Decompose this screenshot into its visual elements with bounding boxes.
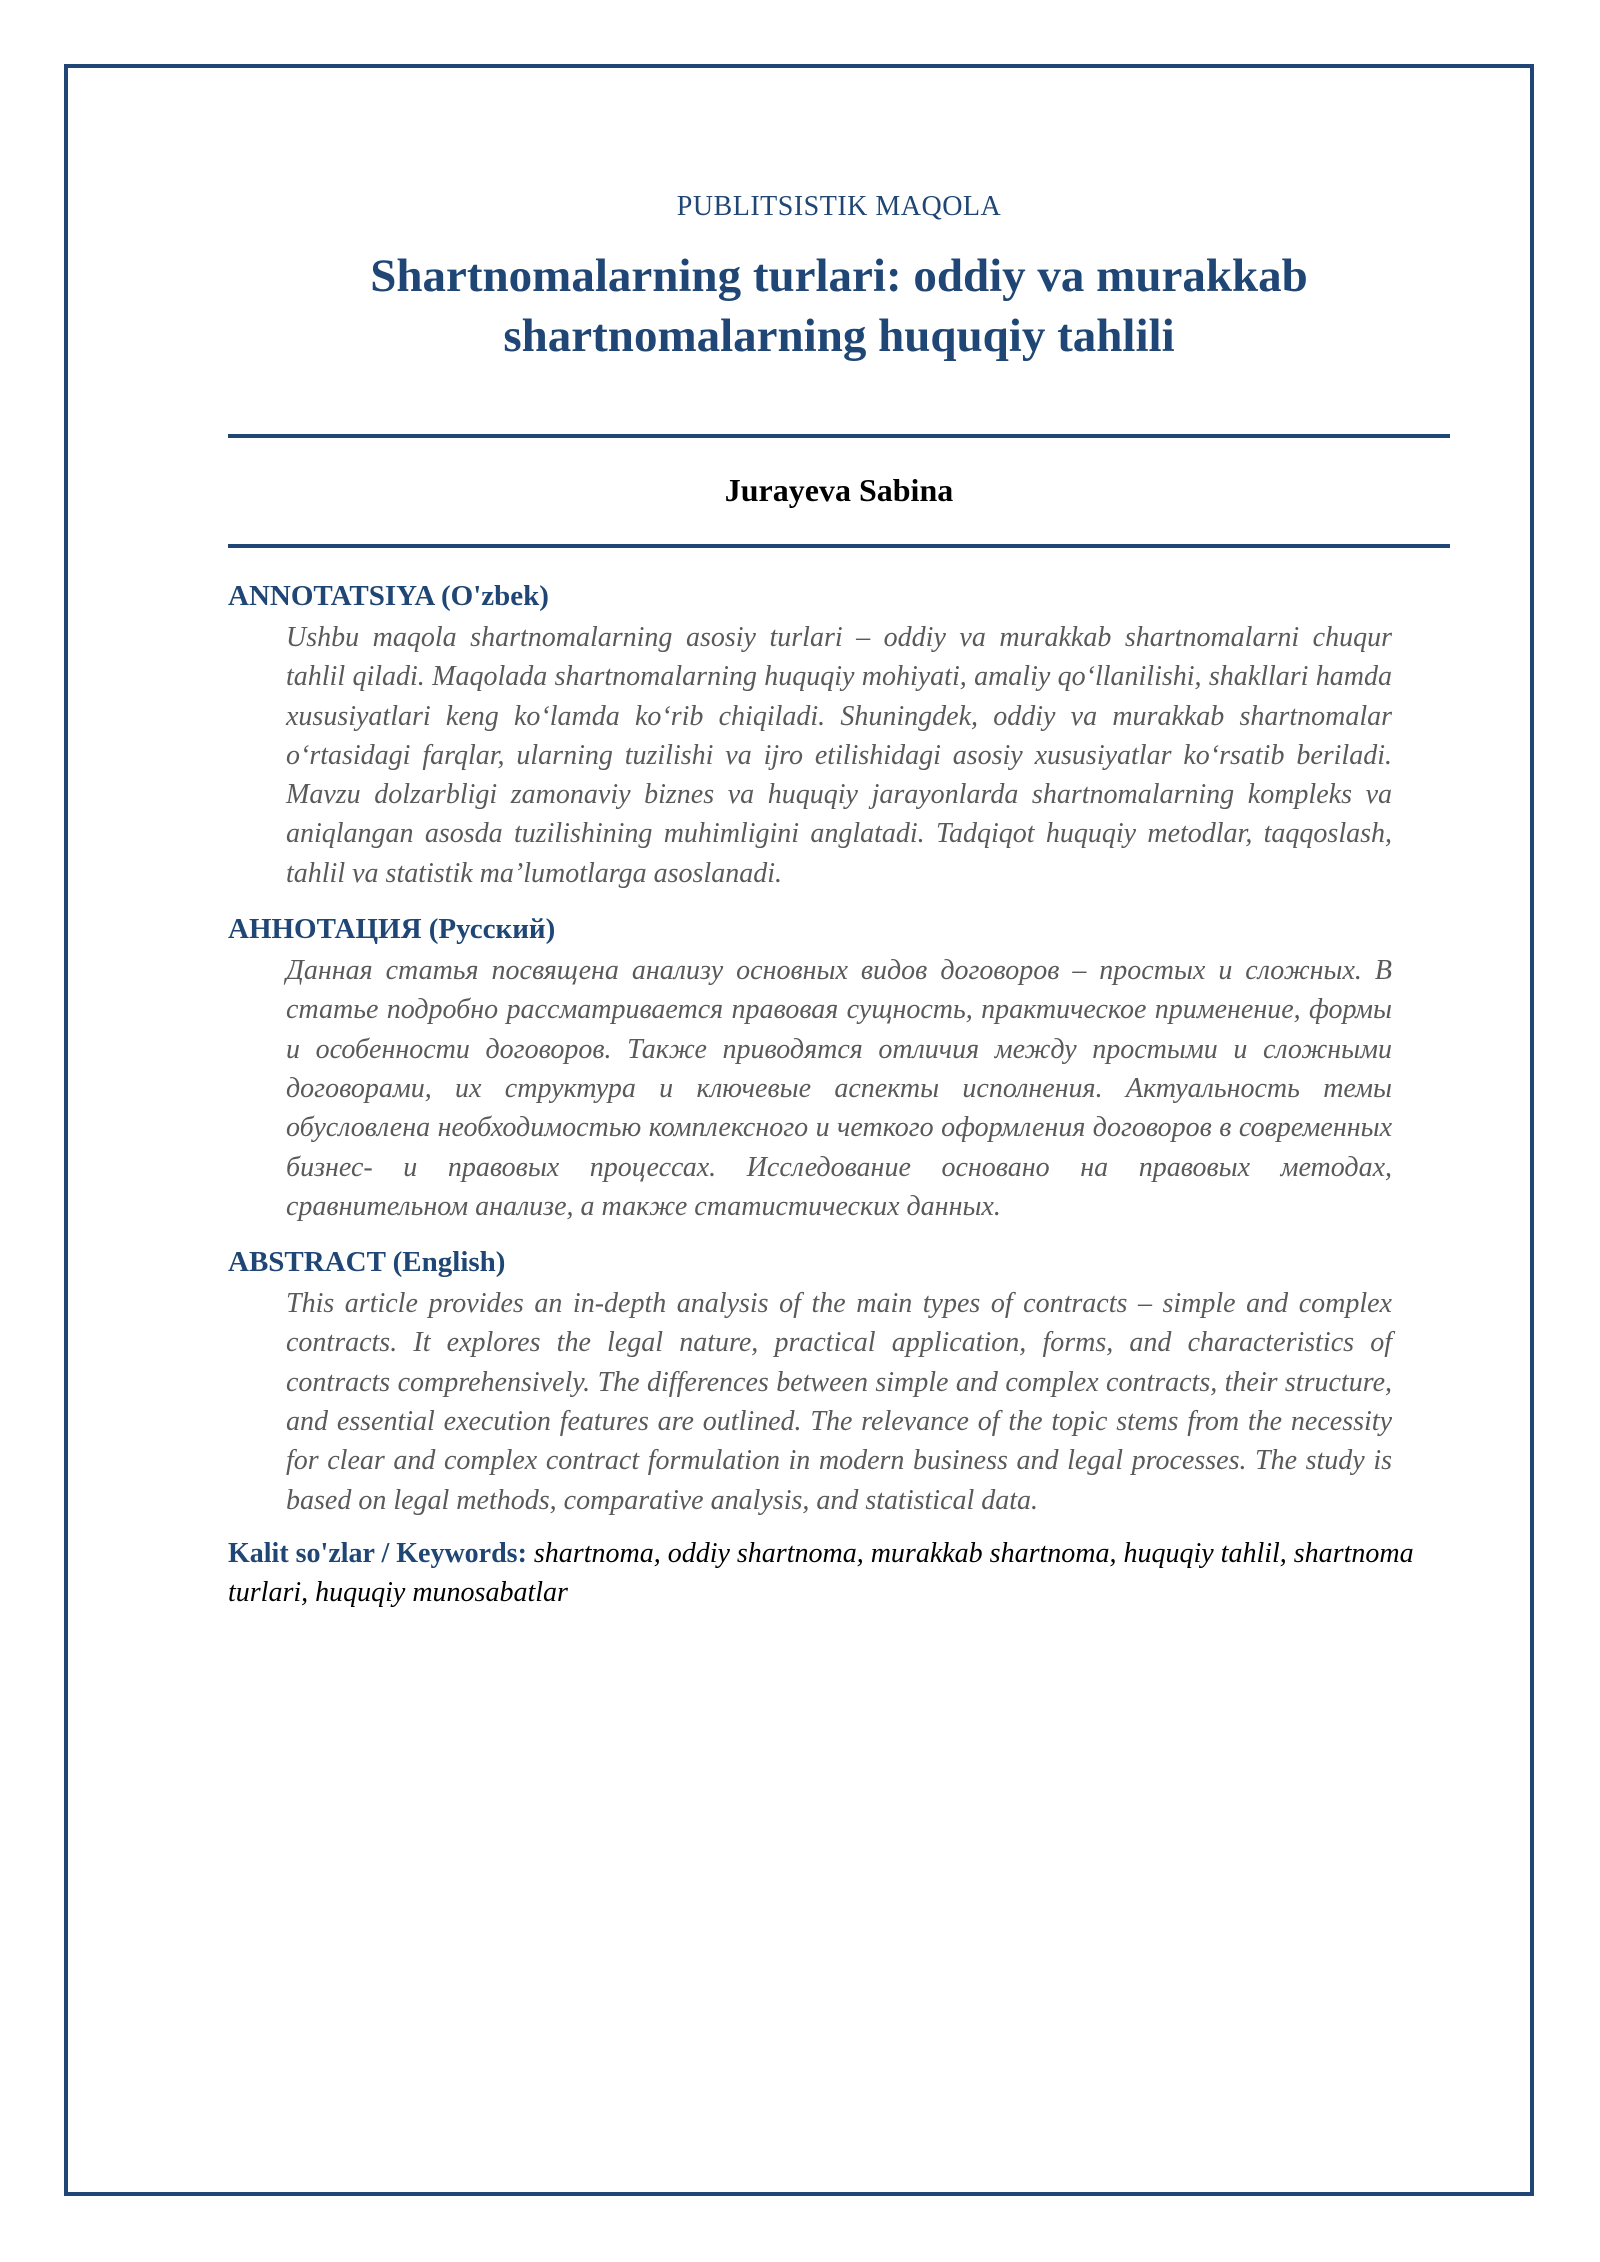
abstract-uzbek xyxy=(228,578,1450,893)
keywords-value: shartnoma, oddiy shartnoma, murakkab shartnoma, huquqiy tahlil, shartnoma turlari, huquqiy munosabatlar xyxy=(228,1537,1414,1608)
article-title xyxy=(228,246,1450,366)
title-line-1: Shartnomalarning turlari: oddiy va murakkab xyxy=(370,250,1308,302)
article-content xyxy=(228,190,1450,1612)
author-divider xyxy=(228,544,1450,548)
abstract-russian-heading: АННОТАЦИЯ (Русский) xyxy=(228,913,556,946)
abstract-uzbek-heading: ANNOTATSIYA (O'zbek) xyxy=(228,580,549,612)
keywords-label: Kalit so'zlar / Keywords: xyxy=(228,1537,527,1569)
article-category: PUBLITSISTIK MAQOLA xyxy=(676,191,1002,222)
abstract-english-heading: ABSTRACT (English) xyxy=(228,1246,506,1279)
abstract-english xyxy=(228,1244,1450,1520)
keywords xyxy=(228,1534,1450,1612)
author-name: Jurayeva Sabina xyxy=(724,472,954,508)
abstract-uzbek-text: Ushbu maqola shartnomalarning asosiy turlari – oddiy va murakkab shartnomalarni chuqur tahlil qiladi. Maqolada shartnomalarning huquqiy mohiyati, amaliy qoʻllanilishi, shakllari hamda xususiyatlari keng koʻlamda koʻrib chiqiladi. Shuningdek, oddiy va murakkab shartnomalar oʻrtasidagi farqlar, ularning tuzilishi va ijro etilishidagi asosiy xususiyatlar koʻrsatib beriladi. Mavzu dolzarbligi zamonaviy biznes va huquqiy jarayonlarda shartnomalarning kompleks va aniqlangan asosda tuzilishining muhimligini anglatadi. Tadqiqot huquqiy metodlar, taqqoslash, tahlil va statistik maʼlumotlarga asoslanadi. xyxy=(286,622,1392,889)
title-divider xyxy=(228,434,1450,438)
abstract-russian-text: Данная статья посвящена анализу основных видов договоров – простых и сложных. В статье подробно рассматривается правовая сущность, практическое применение, формы и особенности договоров. Также приводятся отличия между простыми и сложными договорами, их структура и ключевые аспекты исполнения. Актуальность темы обусловлена необходимостью комплексного и четкого оформления договоров в современных бизнес- и правовых процессах. Исследование основано на правовых методах, сравнительном анализе, а также статистических данных. xyxy=(286,955,1392,1222)
abstract-english-text: This article provides an in-depth analysis of the main types of contracts – simple and complex contracts. It explores the legal nature, practical application, forms, and characteristics of contracts comprehensively. The differences between simple and complex contracts, their structure, and essential execution features are outlined. The relevance of the topic stems from the necessity for clear and complex contract formulation in modern business and legal processes. The study is based on legal methods, comparative analysis, and statistical data. xyxy=(286,1288,1392,1516)
abstract-russian xyxy=(228,911,1450,1226)
title-line-2: shartnomalarning huquqiy tahlili xyxy=(503,310,1175,362)
